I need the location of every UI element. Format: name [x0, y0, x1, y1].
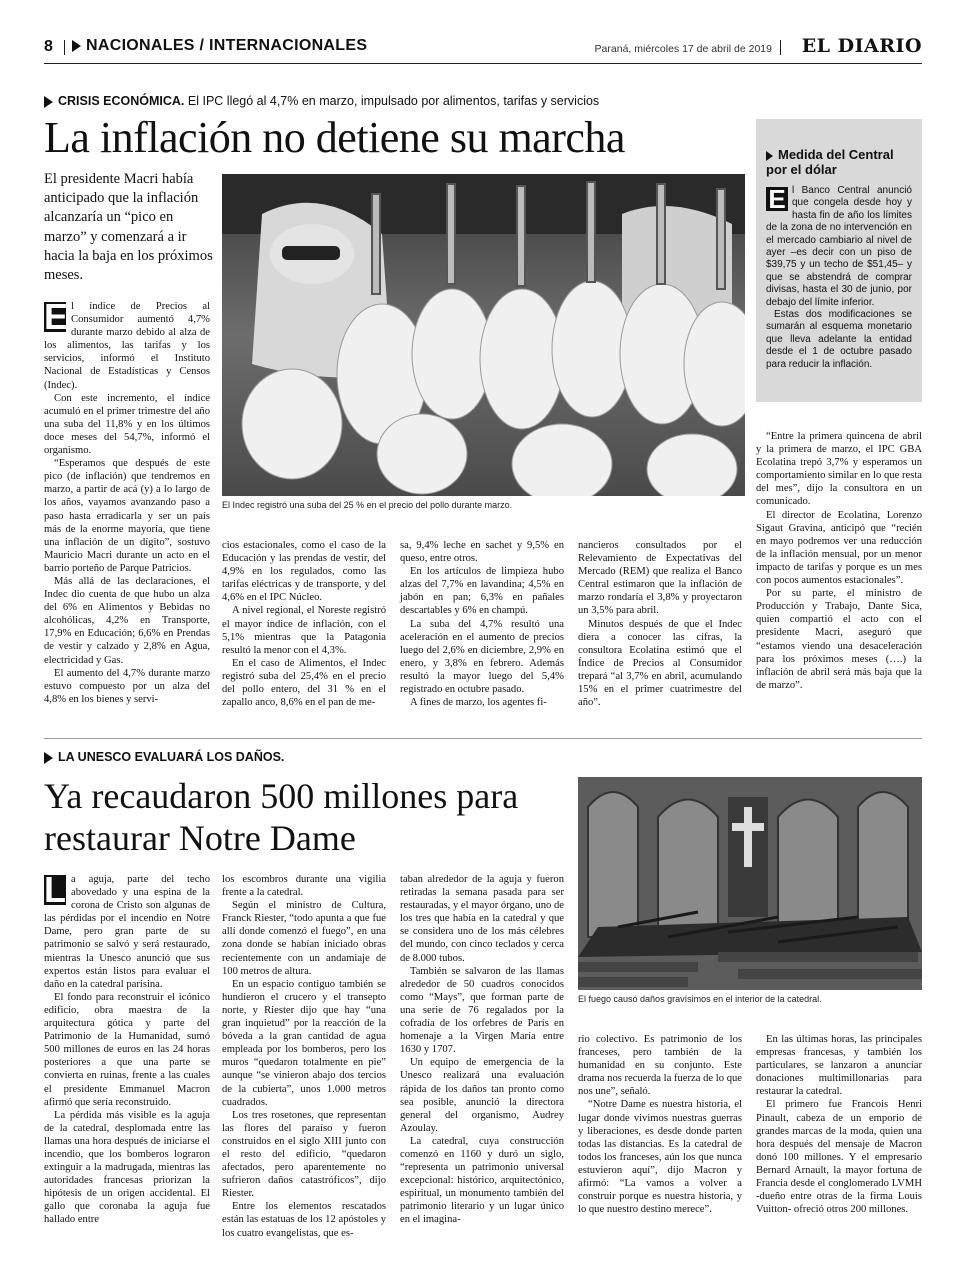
- photo-caption: El fuego causó daños gravísimos en el interior de la catedral.: [578, 994, 822, 1004]
- sidebar-body: [766, 185, 912, 371]
- article2-column-4: [578, 1033, 742, 1216]
- sidebar-title-text: Medida del Central por el dólar: [766, 147, 894, 177]
- drop-cap: E: [766, 187, 788, 211]
- paragraph: También se salvaron de las llamas alrededor de 50 cuadros conocidos como “Mays”, que forman parte de una serie de 76 regalados por la cofradía de los orfebres de París en homenaje a la Virgen María entre 1630 y 1707.: [400, 965, 564, 1056]
- header-divider: [780, 40, 781, 55]
- paragraph: El primero fue Francois Henri Pinault, cabeza de un emporio de grandes marcas de la moda, quien una hora después del mensaje de Macron donó 100 millones. Y el empresario Bernard Arnault, la mayor fortuna de Francia desde el conglomerado LVMH -dueño entre otras de la firma Louis Vuitton- ofreció otros 200 millones.: [756, 1099, 922, 1216]
- kicker-text: El IPC llegó al 4,7% en marzo, impulsado por alimentos, tarifas y servicios: [187, 94, 600, 108]
- article-headline: La inflación no detiene su marcha: [44, 113, 625, 162]
- newspaper-masthead: EL DIARIO: [801, 35, 922, 57]
- paragraph: a aguja, parte del techo abovedado y una espina de la corona de Cristo son algunas de las pérdidas por el incendio en Notre Dame, pero gran parte de su patrimonio se salvó y será restaurado, mientras la Unesco anunció que sus expertos están listos para evaluar el daño en la catedral parisina.: [44, 874, 210, 990]
- paragraph: l Banco Central anunció que congela desde hoy y hasta fin de año los límites de la zona de no intervención en el mercado cambiario al nivel de ayer –es decir con un piso de $39,75 y un techo de $51,45– y que se abstendrá de comprar divisas, hasta el 30 de junio, por debajo del límite inferior.: [766, 185, 912, 308]
- article1-column-4: [578, 539, 742, 709]
- arrow-icon: [72, 40, 81, 52]
- sidebar-box: [756, 119, 922, 402]
- article2-column-3: [400, 873, 564, 1227]
- kicker-text: LA UNESCO EVALUARÁ LOS DAÑOS.: [58, 750, 285, 764]
- paragraph: Los tres rosetones, que representan las flores del paraíso y fueron construidos en el siglo XIII junto con el resto del edificio, “quedaron afectados, pero aparentemente no sufrieron daños catastróficos”, dijo Riester.: [222, 1109, 386, 1200]
- page-number: 8: [44, 38, 53, 55]
- article2-column-1: [44, 869, 210, 1227]
- paragraph: taban alrededor de la aguja y fueron retiradas la semana pasada para ser restauradas, y el mayor órgano, uno de los tres que había en la catedral y que se considera uno de los más célebres del mundo, con cinco teclados y cerca de 8.000 tubos.: [400, 874, 564, 964]
- paragraph: A fines de marzo, los agentes fi-: [410, 697, 547, 709]
- poultry-photo: [222, 174, 745, 496]
- paragraph: Por su parte, el ministro de Producción y Trabajo, Dante Sica, quien compartió el acto con el presidente Macri, aseguró que “estamos viendo una desaceleración para los próximos meses (….) la inflación de abril será más baja que la de marzo”.: [756, 588, 922, 691]
- paragraph: Entre los elementos rescatados están las estatuas de los 12 apóstoles y los cuatro evangelistas, que es-: [222, 1201, 386, 1239]
- paragraph: l índice de Precios al Consumidor aumentó 4,7% durante marzo debido al alza de los alimentos, las tarifas y los servicios, informó el Instituto Nacional de Estadísticas y Censos (Indec).: [44, 301, 210, 391]
- paragraph: En el caso de Alimentos, el Indec registró suba del 25,4% en el precio del pollo entero, del 31 % en el zapallo anco, 8,6% en el pan de me-: [222, 657, 386, 709]
- drop-cap: E: [44, 296, 69, 337]
- section-divider: [44, 738, 922, 739]
- paragraph: En un espacio contiguo también se hundieron el crucero y el transepto norte, y Riester dijo que hay “una gran inquietud” por la reacción de la bóveda a la gran cantidad de agua empleada por los bomberos, pero los muros “quedaron totalmente en pie” aunque “se vinieron abajo dos tercios de la cubierta”, unos 1.000 metros cuadrados.: [222, 978, 386, 1108]
- paragraph: La suba del 4,7% resultó una aceleración en el aumento de precios luego del 2,6% en diciembre, 2,9% en enero, y 3,8% en febrero. Además resultó la mayor luego del 5,4% registrado en octubre pasado.: [400, 618, 564, 696]
- paragraph: “Notre Dame es nuestra historia, el lugar donde vivimos nuestras guerras y liberaciones, es desde donde parten todas las distancias. Es la catedral de todos los franceses, aún los que nunca estuvieron aquí”, dijo Macron y afirmó: “La vamos a volver a construir porque es nuestra historia, y lo que nuestro destino merece”.: [578, 1099, 742, 1216]
- article2-column-2: [222, 873, 386, 1240]
- paragraph: Un equipo de emergencia de la Unesco realizará una evaluación rápida de los daños tan pronto como sea posible, anunció la directora general del organismo, Audrey Azoulay.: [400, 1057, 564, 1134]
- header-divider: [64, 40, 65, 55]
- paragraph: La pérdida más visible es la aguja de la catedral, desplomada entre las llamas una hora después de iniciarse el incendio, que los bomberos lograron extinguir a la madrugada, mientras las autoridades francesas priorizan la hipótesis de un origen accidental. El gallo que coronaba la aguja fue hallado entre: [44, 1109, 210, 1226]
- paragraph: En las últimas horas, las principales empresas francesas, y también los particulares, se lanzaron a anunciar donaciones multimillonarias para restaurar la catedral.: [756, 1034, 922, 1098]
- paragraph: El director de Ecolatina, Lorenzo Sigaut Gravina, anticipó que “recién en mayo podremos ver una reducción de la inflación mensual, por un menor impacto de tarifas y porque es un mes con pocos aumentos estacionales”.: [756, 509, 922, 587]
- arrow-icon: [44, 96, 53, 108]
- paragraph: Con este incremento, el índice acumuló en el primer trimestre del año una suba del 11,8% y en los últimos doce meses del 54,7%, informó el organismo.: [44, 392, 210, 457]
- paragraph: El aumento del 4,7% durante marzo estuvo compuesto por un alza del 4,8% en los bienes y servi-: [44, 667, 210, 705]
- paragraph: Según el ministro de Cultura, Franck Riester, “todo apunta a que fue allí donde comenzó el fuego”, en una zona donde se habían iniciado obras recientemente con un andamiaje de 100 metros de altura.: [222, 900, 386, 977]
- paragraph: Estas dos modificaciones se sumarán al esquema monetario que lleva adelante la entidad desde el 1 de octubre pasado para reducir la inflación.: [766, 309, 912, 370]
- paragraph: Minutos después de que el Indec diera a conocer las cifras, la consultora Ecolatina estimó que el Índice de Precios al Consumidor trepará “al 3,7% en abril, acumulando 15% en el primer cuatrimestre del año”.: [578, 618, 742, 709]
- article1-column-3: [400, 539, 564, 709]
- paragraph: “Esperamos que después de este pico (de inflación) que tendremos en marzo, a partir de acá (y) a lo largo de los años, vayamos avanzando paso a paso hasta erradicarla y ser un país más de la enorme mayoría, que tiene una inflación de un dígito”, sostuvo Mauricio Macri durante un acto en el barrio porteño de Parque Patricios.: [44, 458, 210, 574]
- arrow-icon: [44, 752, 53, 764]
- paragraph: nancieros consultados por el Relevamiento de Expectativas del Mercado (REM) que realiza el Banco Central estimaron que la inflación de marzo rondaría el 3,8% y proyectaron un 3,5% para abril.: [578, 540, 742, 617]
- article1-column-1: [44, 296, 210, 706]
- article1-column-2: [222, 539, 386, 709]
- header-rule: [44, 63, 922, 64]
- drop-cap: L: [44, 869, 66, 910]
- paragraph: A nivel regional, el Noreste registró el mayor índice de inflación, con el 5,1% mientras que la Patagonia resultó la menor con el 4,3%.: [222, 605, 386, 656]
- cathedral-photo: [578, 777, 922, 990]
- article-kicker: [44, 94, 599, 108]
- cathedral-photo-image: [578, 777, 922, 990]
- article2-kicker: [44, 750, 284, 764]
- article2-column-5: [756, 1033, 922, 1216]
- kicker-label: CRISIS ECONÓMICA.: [58, 94, 185, 108]
- sidebar-title: [766, 147, 912, 177]
- section-label: NACIONALES / INTERNACIONALES: [86, 37, 368, 54]
- poultry-photo-image: [222, 174, 745, 496]
- paragraph: los escombros durante una vigilia frente a la catedral.: [222, 874, 386, 899]
- paragraph: “Entre la primera quincena de abril y la primera de marzo, el IPC GBA Ecolatina trepó 3,7% y esperamos un comportamiento similar en lo que resta del mes”, dijo la consultora en un comunicado.: [756, 431, 922, 508]
- paragraph: En los artículos de limpieza hubo alzas del 7,7% en lavandina; 4,5% en jabón en pan; 6,3% en pañales descartables y 6% en champú.: [400, 566, 564, 617]
- paragraph: rio colectivo. Es patrimonio de los franceses, pero también de la humanidad en su conjunto. Este drama nos recuerda la fuerza de lo que nos une”, señaló.: [578, 1034, 742, 1098]
- paragraph: cios estacionales, como el caso de la Educación y las prendas de vestir, del 4,9% en los regulados, como las tarifas eléctricas y de transporte, y del 4,6% en el IPC Núcleo.: [222, 540, 386, 604]
- paragraph: La catedral, cuya construcción comenzó en 1160 y duró un siglo, “representa un patrimonio universal excepcional: histórico, arquitectónico, espiritual, un monumento también del patrimonio literario y un lugar único en el imagina-: [400, 1135, 564, 1226]
- paragraph: Más allá de las declaraciones, el Indec dio cuenta de que hubo un alza del 6% en Alimentos y Bebidas no alcohólicas, 4,2% en Transporte, 17,9% en Educación; 6,6% en Prendas de vestir y calzado y 2,8% en Agua, electricidad y Gas.: [44, 575, 210, 666]
- photo-caption: El Indec registró una suba del 25 % en el precio del pollo durante marzo.: [222, 500, 513, 510]
- issue-date: Paraná, miércoles 17 de abril de 2019: [594, 43, 772, 55]
- article1-column-5: [756, 430, 922, 692]
- article2-headline: Ya recaudaron 500 millones para restaurar Notre Dame: [44, 776, 519, 858]
- section-title: [72, 37, 367, 55]
- arrow-icon: [766, 151, 773, 161]
- paragraph: sa, 9,4% leche en sachet y 9,5% en queso, entre otros.: [400, 540, 564, 565]
- paragraph: El fondo para reconstruir el icónico edificio, obra maestra de la arquitectura gótica y parte del Patrimonio de la Humanidad, sumó 500 millones de euros en las 24 horas posteriores a que una parte se convierta en ruinas, frente a las cuales el presidente Emmanuel Macron afirmó que sería reconstruido.: [44, 991, 210, 1108]
- article-lede: El presidente Macri había anticipado que la inflación alcanzaría un “pico en marzo” y comenzará a ir hacia la baja en los próximos meses.: [44, 171, 213, 284]
